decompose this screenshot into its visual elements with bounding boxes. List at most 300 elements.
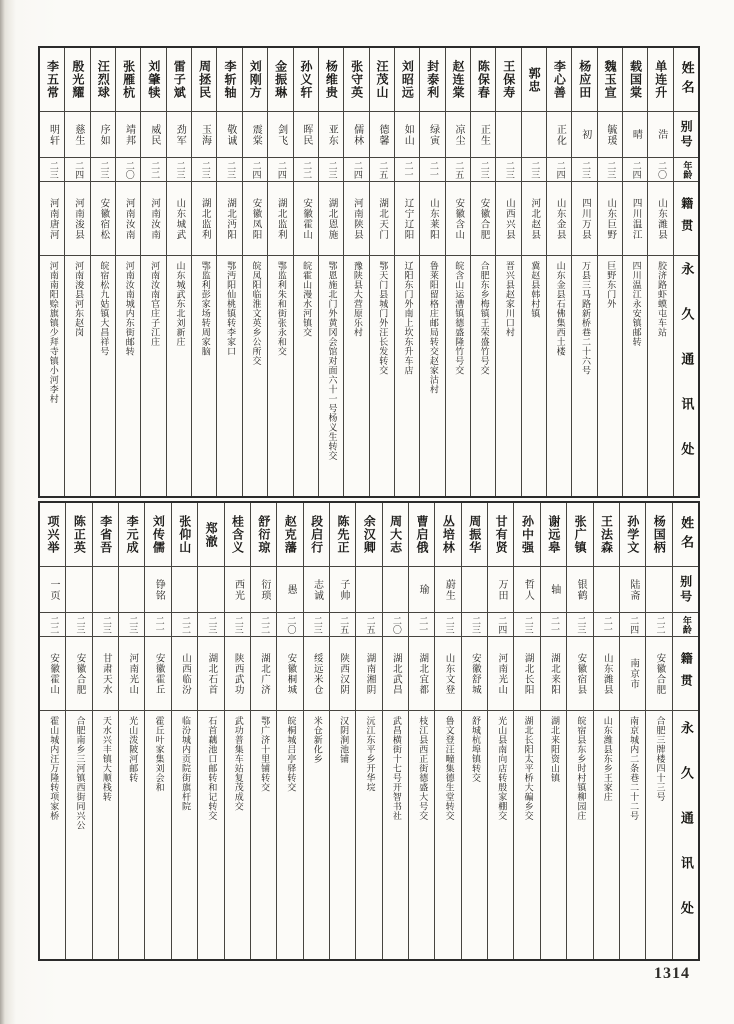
person-name-text: 杨应田 [577, 60, 592, 99]
person-age-text: 二三 [199, 160, 210, 179]
person-address-text: 四川温江永安镇邮转 [630, 261, 641, 347]
header-age [673, 613, 698, 637]
person-native-place [65, 182, 89, 256]
person-alias [462, 567, 487, 613]
person-age-text: 二〇 [390, 615, 401, 634]
person-name [145, 503, 170, 567]
person-native-place-text: 南京市 [628, 657, 640, 690]
person-address-text: 沅江东平乡开华垸 [364, 716, 375, 792]
person-alias-text: 明轩 [47, 123, 59, 146]
person-name [598, 48, 622, 112]
person-age-text: 二四 [630, 160, 641, 179]
person-address-text: 霍山城内汪万隆转项家桥 [48, 716, 59, 821]
person-address [648, 256, 672, 496]
person-native-place-text: 湖北来阳 [548, 652, 560, 695]
person-column [304, 503, 330, 959]
person-native-place [383, 637, 408, 711]
person-address-text: 舒城杭埠镇转交 [469, 716, 480, 783]
person-address [646, 711, 671, 959]
person-name-text: 余汉卿 [362, 515, 377, 554]
person-age-text: 二一 [153, 615, 164, 634]
person-alias-text: 初 [579, 129, 591, 140]
person-name-text: 郭忠 [527, 66, 542, 93]
person-name-text: 陈先正 [335, 515, 350, 554]
person-age [383, 613, 408, 637]
person-native-place-text: 河北赵县 [529, 197, 541, 240]
person-native-place [116, 182, 140, 256]
person-address-text: 山东城武东北刘新庄 [174, 261, 185, 347]
person-alias [167, 112, 191, 158]
person-address-text: 巨野东门外 [605, 261, 616, 309]
person-age [319, 158, 343, 182]
person-address [488, 711, 513, 959]
person-native-place-text: 湖南湘阴 [364, 652, 376, 695]
person-name-text: 杨维贵 [324, 60, 339, 99]
person-name [294, 48, 318, 112]
person-column [572, 48, 597, 496]
person-name-text: 封泰利 [425, 60, 440, 99]
person-name-text: 刘传儒 [151, 515, 166, 554]
person-name [620, 503, 645, 567]
person-native-place-text: 湖北天门 [377, 197, 389, 240]
person-address [572, 256, 596, 496]
person-native-place-text: 安徽舒城 [469, 652, 481, 695]
person-alias [66, 567, 91, 613]
person-age [646, 613, 671, 637]
person-age [145, 613, 170, 637]
person-name-text: 李心善 [552, 60, 567, 99]
person-name-text: 魏玉宣 [603, 60, 618, 99]
person-age [572, 158, 596, 182]
person-native-place [435, 637, 460, 711]
person-column [547, 48, 572, 496]
person-native-place [594, 637, 619, 711]
header-alias-text: 别号 [678, 574, 693, 605]
person-age [217, 158, 241, 182]
person-alias-text: 敬诚 [224, 123, 236, 146]
person-alias [40, 112, 64, 158]
person-alias [620, 567, 645, 613]
person-name-text: 甘有贤 [494, 515, 509, 554]
header-alias-text: 别号 [679, 119, 694, 150]
person-address [330, 711, 355, 959]
person-age-text: 二〇 [123, 160, 134, 179]
person-native-place [488, 637, 513, 711]
header-address [673, 711, 698, 959]
person-alias-text: 子帅 [337, 578, 349, 601]
person-alias [395, 112, 419, 158]
person-name [330, 503, 355, 567]
person-alias-text: 毓瑗 [605, 123, 617, 146]
person-name [93, 503, 118, 567]
person-age-text: 二二 [149, 160, 160, 179]
person-alias [567, 567, 592, 613]
person-name [594, 503, 619, 567]
person-address-text: 皖霍山漫水河镇交 [301, 261, 312, 337]
person-column [383, 503, 409, 959]
person-age [141, 158, 165, 182]
person-address [217, 256, 241, 496]
person-name [40, 48, 64, 112]
person-address-text: 光山县南向店转殷家棚交 [496, 716, 507, 821]
person-native-place-text: 河南陕县 [351, 197, 363, 240]
person-address [277, 711, 302, 959]
person-column [277, 503, 303, 959]
person-address [192, 256, 216, 496]
person-native-place-text: 安徽霍山 [48, 652, 60, 695]
person-address-text: 豫陕县大营原乐村 [351, 261, 362, 337]
person-age-text: 二四 [73, 160, 84, 179]
person-address [40, 711, 65, 959]
person-age [294, 158, 318, 182]
person-address-text: 米仓新化乡 [311, 716, 322, 764]
header-address-text: 永久通讯处 [677, 720, 693, 946]
person-name-text: 张仰山 [177, 515, 192, 554]
person-native-place [268, 182, 292, 256]
person-address [496, 256, 520, 496]
person-column [40, 503, 66, 959]
person-age [648, 158, 672, 182]
person-name [172, 503, 197, 567]
person-native-place [167, 182, 191, 256]
person-age [330, 613, 355, 637]
person-alias [446, 112, 470, 158]
person-name-text: 李元成 [125, 515, 140, 554]
person-native-place-text: 山西兴县 [503, 197, 515, 240]
person-alias-text: 德馨 [376, 123, 388, 146]
person-name-text: 周大志 [388, 515, 403, 554]
person-name [141, 48, 165, 112]
person-native-place [91, 182, 115, 256]
person-age-text: 二三 [529, 160, 540, 179]
person-address-text: 汉阴涧池铺 [338, 716, 349, 764]
person-address-text: 河南浚县河东赵岗 [73, 261, 84, 337]
header-name-text: 姓名 [678, 515, 694, 554]
person-name [268, 48, 292, 112]
header-age [674, 158, 698, 182]
person-address [395, 256, 419, 496]
person-alias [356, 567, 381, 613]
person-alias [598, 112, 622, 158]
person-native-place [225, 637, 250, 711]
person-alias-text: 亚东 [326, 123, 338, 146]
person-name [567, 503, 592, 567]
person-address-text: 南京城内二条巷二十二号 [628, 716, 639, 821]
header-native-place-text: 籍贯 [679, 651, 694, 696]
person-name-text: 刘刚方 [248, 60, 263, 99]
person-alias [91, 112, 115, 158]
person-native-place [192, 182, 216, 256]
person-alias [65, 112, 89, 158]
person-name-text: 王保寿 [501, 60, 516, 99]
person-age [304, 613, 329, 637]
person-age [268, 158, 292, 182]
person-age-text: 二四 [554, 160, 565, 179]
person-age-text: 二三 [206, 615, 217, 634]
person-alias [243, 112, 267, 158]
person-address-text: 鄂广济十里铺转交 [259, 716, 270, 792]
person-column [172, 503, 198, 959]
person-alias [514, 567, 539, 613]
person-name-text: 张广镇 [573, 515, 588, 554]
person-age [488, 613, 513, 637]
person-age-text: 二四 [628, 615, 639, 634]
person-alias [646, 567, 671, 613]
person-native-place [409, 637, 434, 711]
person-address-text: 皖桐城吕亭驿转交 [285, 716, 296, 792]
person-native-place-text: 山东文登 [443, 652, 455, 695]
person-alias-text: 序如 [98, 123, 110, 146]
person-age [435, 613, 460, 637]
person-native-place [598, 182, 622, 256]
person-name [65, 48, 89, 112]
person-native-place-text: 山东潍县 [601, 652, 613, 695]
person-name-text: 孙义轩 [298, 60, 313, 99]
person-age [40, 158, 64, 182]
person-column [514, 503, 540, 959]
person-native-place [40, 637, 65, 711]
person-name [344, 48, 368, 112]
person-native-place [119, 637, 144, 711]
person-native-place [547, 182, 571, 256]
header-name [673, 503, 698, 567]
person-native-place-text: 安徽含山 [453, 197, 465, 240]
person-alias [623, 112, 647, 158]
person-native-place [446, 182, 470, 256]
person-alias [344, 112, 368, 158]
person-alias [172, 567, 197, 613]
person-native-place-text: 湖北监利 [275, 197, 287, 240]
page-number: 1314 [654, 965, 690, 982]
person-age-text: 二三 [579, 160, 590, 179]
person-age [167, 158, 191, 182]
person-native-place [420, 182, 444, 256]
person-address-text: 皖宿县东乡时村镇柳园庄 [575, 716, 586, 821]
person-alias [488, 567, 513, 613]
person-address-text: 河南汝南官庄子江庄 [149, 261, 160, 347]
person-address [594, 711, 619, 959]
person-address-text: 光山泼陂河邮转 [127, 716, 138, 783]
person-name-text: 孙中强 [520, 515, 535, 554]
person-age-text: 二三 [503, 160, 514, 179]
person-address-text: 霍丘叶家集刘会和 [153, 716, 164, 792]
person-native-place [514, 637, 539, 711]
person-alias-text: 儒林 [351, 123, 363, 146]
person-name [572, 48, 596, 112]
person-alias [294, 112, 318, 158]
person-age [91, 158, 115, 182]
person-age-text: 二三 [174, 160, 185, 179]
person-age-text: 二一 [402, 160, 413, 179]
person-native-place-text: 安徽宿县 [575, 652, 587, 695]
person-address-text: 武昌横街十七号开智书社 [390, 716, 401, 821]
person-column [268, 48, 293, 496]
person-alias-text: 慈生 [72, 123, 84, 146]
person-address-text: 晋兴县赵家川口村 [503, 261, 514, 337]
person-address [435, 711, 460, 959]
person-native-place-text: 湖北恩施 [326, 197, 338, 240]
person-native-place-text: 陕西汉阴 [338, 652, 350, 695]
person-alias [93, 567, 118, 613]
person-native-place-text: 安徽凤阳 [250, 197, 262, 240]
person-address [145, 711, 170, 959]
person-alias [547, 112, 571, 158]
person-age [277, 613, 302, 637]
person-alias-text: 轴 [548, 584, 560, 595]
person-address [65, 256, 89, 496]
person-age-text: 二三 [605, 160, 616, 179]
person-native-place-text: 湖北宜都 [417, 652, 429, 695]
person-column [251, 503, 277, 959]
person-address [471, 256, 495, 496]
person-address [225, 711, 250, 959]
person-name [319, 48, 343, 112]
header-column [674, 48, 698, 496]
person-address [172, 711, 197, 959]
header-native-place [673, 637, 698, 711]
person-alias [217, 112, 241, 158]
person-age [344, 158, 368, 182]
person-name-text: 周拯民 [197, 60, 212, 99]
person-column [488, 503, 514, 959]
person-age-text: 二三 [232, 615, 243, 634]
header-name-text: 姓名 [678, 60, 694, 99]
person-address-text: 湖北来阳资山镇 [549, 716, 560, 783]
person-alias [277, 567, 302, 613]
person-name [547, 48, 571, 112]
person-column [462, 503, 488, 959]
person-alias [268, 112, 292, 158]
person-age-text: 二三 [225, 160, 236, 179]
person-alias-text: 衍琐 [258, 578, 270, 601]
person-native-place [145, 637, 170, 711]
person-address [623, 256, 647, 496]
person-alias [594, 567, 619, 613]
person-alias-text: 正生 [478, 123, 490, 146]
person-address [40, 256, 64, 496]
person-address [198, 711, 223, 959]
person-native-place [141, 182, 165, 256]
person-address [116, 256, 140, 496]
person-native-place [646, 637, 671, 711]
person-address-text: 鄂监利朱和街张永和交 [275, 261, 286, 356]
person-name [623, 48, 647, 112]
person-name [243, 48, 267, 112]
header-native-place [674, 182, 698, 256]
person-name [192, 48, 216, 112]
person-name-text: 陈保春 [476, 60, 491, 99]
person-age-text: 二三 [326, 160, 337, 179]
person-column [225, 503, 251, 959]
person-name [40, 503, 65, 567]
person-native-place [620, 637, 645, 711]
person-age [243, 158, 267, 182]
person-age-text: 二五 [364, 615, 375, 634]
person-alias [648, 112, 672, 158]
person-column [541, 503, 567, 959]
person-address [141, 256, 165, 496]
person-column [420, 48, 445, 496]
person-address-text: 冀赵县韩村镇 [529, 261, 540, 318]
person-native-place-text: 绥远米仓 [311, 652, 323, 695]
person-native-place [294, 182, 318, 256]
person-alias [319, 112, 343, 158]
person-name [496, 48, 520, 112]
person-column [567, 503, 593, 959]
person-alias-text: 志诚 [311, 578, 323, 601]
person-name [198, 503, 223, 567]
person-address [620, 711, 645, 959]
person-column [65, 48, 90, 496]
person-native-place-text: 湖北广济 [259, 652, 271, 695]
person-name [435, 503, 460, 567]
person-name-text: 丛培林 [441, 515, 456, 554]
person-name [383, 503, 408, 567]
person-age [356, 613, 381, 637]
person-address [541, 711, 566, 959]
person-age [409, 613, 434, 637]
person-native-place-text: 湖北沔阳 [225, 197, 237, 240]
person-native-place [356, 637, 381, 711]
person-native-place-text: 山东巨野 [605, 197, 617, 240]
person-address [304, 711, 329, 959]
person-name [356, 503, 381, 567]
person-name [420, 48, 444, 112]
person-alias-text: 凉尘 [452, 123, 464, 146]
person-alias-text: 哲人 [522, 578, 534, 601]
person-alias-text: 剑飞 [275, 123, 287, 146]
person-age [251, 613, 276, 637]
person-address [383, 711, 408, 959]
person-age [198, 613, 223, 637]
person-name [277, 503, 302, 567]
person-column [40, 48, 65, 496]
person-address [598, 256, 622, 496]
person-address [409, 711, 434, 959]
person-column [623, 48, 648, 496]
person-native-place [277, 637, 302, 711]
person-column [93, 503, 119, 959]
person-column [198, 503, 224, 959]
person-name-text: 李斩轴 [222, 60, 237, 99]
person-name-text: 舒衍琼 [256, 515, 271, 554]
person-age [116, 158, 140, 182]
person-age [496, 158, 520, 182]
person-name [522, 48, 546, 112]
person-alias-text: 晖民 [300, 123, 312, 146]
person-age-text: 二三 [443, 615, 454, 634]
person-column [370, 48, 395, 496]
person-alias-text: 西光 [232, 578, 244, 601]
person-address [167, 256, 191, 496]
person-name-text: 刘肇犊 [146, 60, 161, 99]
person-age-text: 二四 [351, 160, 362, 179]
person-name [409, 503, 434, 567]
person-age [395, 158, 419, 182]
person-age-text: 二三 [127, 615, 138, 634]
person-name [446, 48, 470, 112]
person-age-text: 二五 [453, 160, 464, 179]
header-alias [673, 567, 698, 613]
person-age-text: 二一 [601, 615, 612, 634]
person-address-text: 山东潍县东乡王家庄 [601, 716, 612, 802]
person-name-text: 殷光耀 [70, 60, 85, 99]
person-address-text: 河南南阳赊旗镇少拜寺镇小河李村 [47, 261, 58, 404]
person-name-text: 项兴举 [45, 515, 60, 554]
person-name [462, 503, 487, 567]
person-name [471, 48, 495, 112]
person-name-text: 曹启俄 [415, 515, 430, 554]
